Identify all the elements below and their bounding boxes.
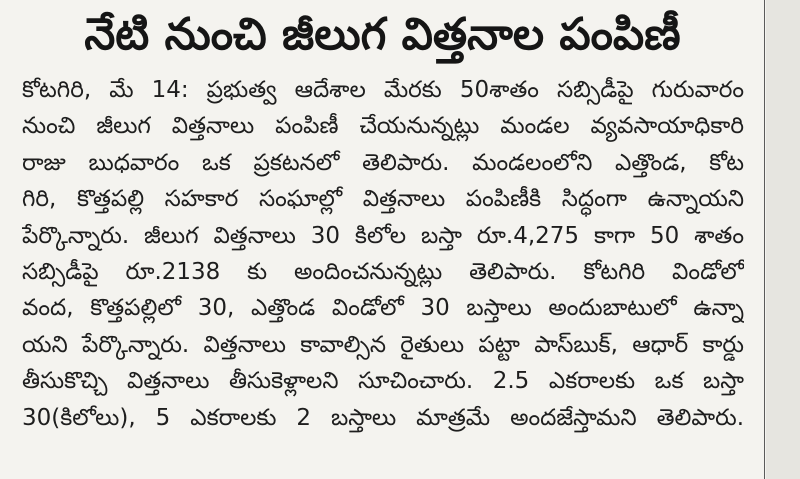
article-line: సబ్సిడీపై రూ.2138 కు అందించనున్నట్లు తెలిపారు. కోటగిరి విండోలో <box>22 258 744 285</box>
adjacent-column-edge <box>766 0 800 479</box>
article-line: పేర్కొన్నారు. జీలుగ విత్తనాలు 30 కిలోల బస్తా రూ.4,275 కాగా 50 శాతం <box>22 222 744 249</box>
column-divider <box>764 0 765 479</box>
article-line: కోటగిరి, మే 14: ప్రభుత్వ ఆదేశాల మేరకు 50శాతం సబ్సిడీపై గురువారం <box>22 77 744 103</box>
article-line: వంద, కొత్తపల్లిలో 30, ఎత్తొండ విండోలో 30 బస్తాలు అందుబాటులో ఉన్నా <box>22 295 744 322</box>
article-headline: నేటి నుంచి జీలుగ విత్తనాల పంపిణీ <box>84 9 681 60</box>
article-line: 30(కిలోలు), 5 ఎకరాలకు 2 బస్తాలు మాత్రమే అందజేస్తామని తెలిపారు. <box>22 404 744 431</box>
article-line: గిరి, కొత్తపల్లి సహకార సంఘాల్లో విత్తనాలు పంపిణీకి సిద్ధంగా ఉన్నాయని <box>22 186 744 213</box>
article-body <box>22 72 744 436</box>
article-line: నుంచి జీలుగ విత్తనాలు పంపిణీ చేయనున్నట్లు మండల వ్యవసాయాధికారి <box>22 113 744 140</box>
article-line: రాజు బుధవారం ఒక ప్రకటనలో తెలిపారు. మండలంలోని ఎత్తొండ, కోట <box>22 149 744 176</box>
article-line: తీసుకొచ్చి విత్తనాలు తీసుకెళ్లాలని సూచించారు. 2.5 ఎకరాలకు ఒక బస్తా <box>22 368 744 395</box>
article-line: యని పేర్కొన్నారు. విత్తనాలు కావాల్సిన రైతులు పట్టా పాస్‌బుక్, ఆధార్ కార్డు <box>22 331 744 358</box>
